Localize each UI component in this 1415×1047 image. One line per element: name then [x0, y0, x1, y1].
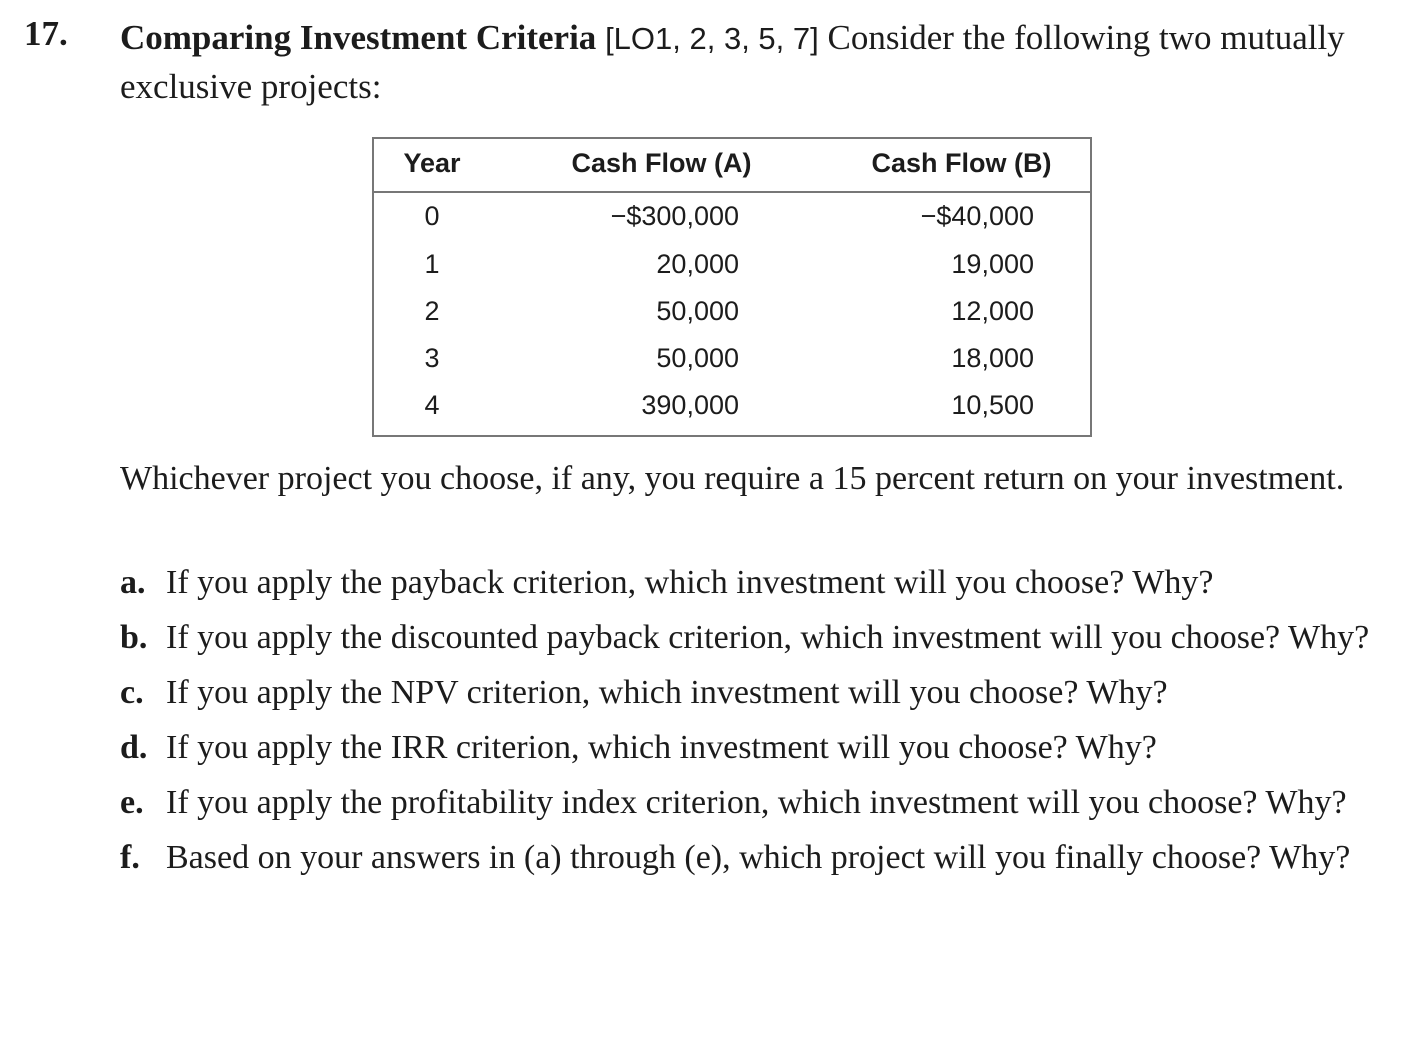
question-text: Based on your answers in (a) through (e), which project will you finally choose? Why?	[166, 839, 1351, 876]
table-row	[374, 296, 1090, 343]
header-year: Year	[403, 148, 461, 178]
question-text: If you apply the profitability index criterion, which investment will you choose? Why?	[166, 784, 1347, 821]
problem-number: 17.	[24, 14, 68, 53]
cash-flow-a-cell: 390,000	[641, 390, 739, 420]
question-letter: c.	[120, 674, 144, 711]
question-letter: b.	[120, 619, 148, 656]
year-cell: 2	[424, 296, 440, 326]
question-item	[120, 670, 1410, 716]
header-cash-flow-a: Cash Flow (A)	[571, 148, 752, 178]
problem-intro: Consider the following two mutually exclusive projects:	[120, 18, 1345, 106]
table-row	[374, 249, 1090, 296]
problem-heading	[120, 14, 1410, 111]
year-cell: 1	[424, 249, 440, 279]
cash-flow-b-cell: 19,000	[951, 249, 1034, 279]
cash-flow-a-cell: −$300,000	[610, 201, 739, 231]
table-row	[374, 390, 1090, 437]
question-letter: e.	[120, 784, 144, 821]
cash-flow-table	[372, 137, 1092, 437]
question-text: If you apply the NPV criterion, which investment will you choose? Why?	[166, 674, 1168, 711]
problem-title: Comparing Investment Criteria	[120, 18, 597, 57]
question-text: If you apply the IRR criterion, which investment will you choose? Why?	[166, 729, 1157, 766]
question-list	[120, 560, 1410, 890]
table-row	[374, 201, 1090, 248]
cash-flow-a-cell: 50,000	[656, 296, 739, 326]
question-letter: f.	[120, 839, 140, 876]
cash-flow-b-cell: 12,000	[951, 296, 1034, 326]
table-header-row	[374, 139, 1090, 193]
question-letter: a.	[120, 564, 146, 601]
question-text: If you apply the discounted payback criterion, which investment will you choose? Why?	[166, 619, 1370, 656]
cash-flow-a-cell: 50,000	[656, 343, 739, 373]
learning-objectives-ref: [LO1, 2, 3, 5, 7]	[605, 21, 819, 56]
question-letter: d.	[120, 729, 148, 766]
table-row	[374, 343, 1090, 390]
year-cell: 4	[424, 390, 440, 420]
year-cell: 0	[424, 201, 440, 231]
cash-flow-b-cell: −$40,000	[920, 201, 1034, 231]
required-return-statement: Whichever project you choose, if any, you require a 15 percent return on your investment.	[120, 460, 1345, 497]
question-item	[120, 725, 1410, 771]
cash-flow-a-cell: 20,000	[656, 249, 739, 279]
question-text: If you apply the payback criterion, which investment will you choose? Why?	[166, 564, 1214, 601]
question-item	[120, 615, 1410, 661]
cash-flow-b-cell: 10,500	[951, 390, 1034, 420]
question-item	[120, 560, 1410, 606]
header-cash-flow-b: Cash Flow (B)	[871, 148, 1052, 178]
question-item	[120, 780, 1410, 826]
year-cell: 3	[424, 343, 440, 373]
question-item	[120, 835, 1410, 881]
cash-flow-b-cell: 18,000	[951, 343, 1034, 373]
